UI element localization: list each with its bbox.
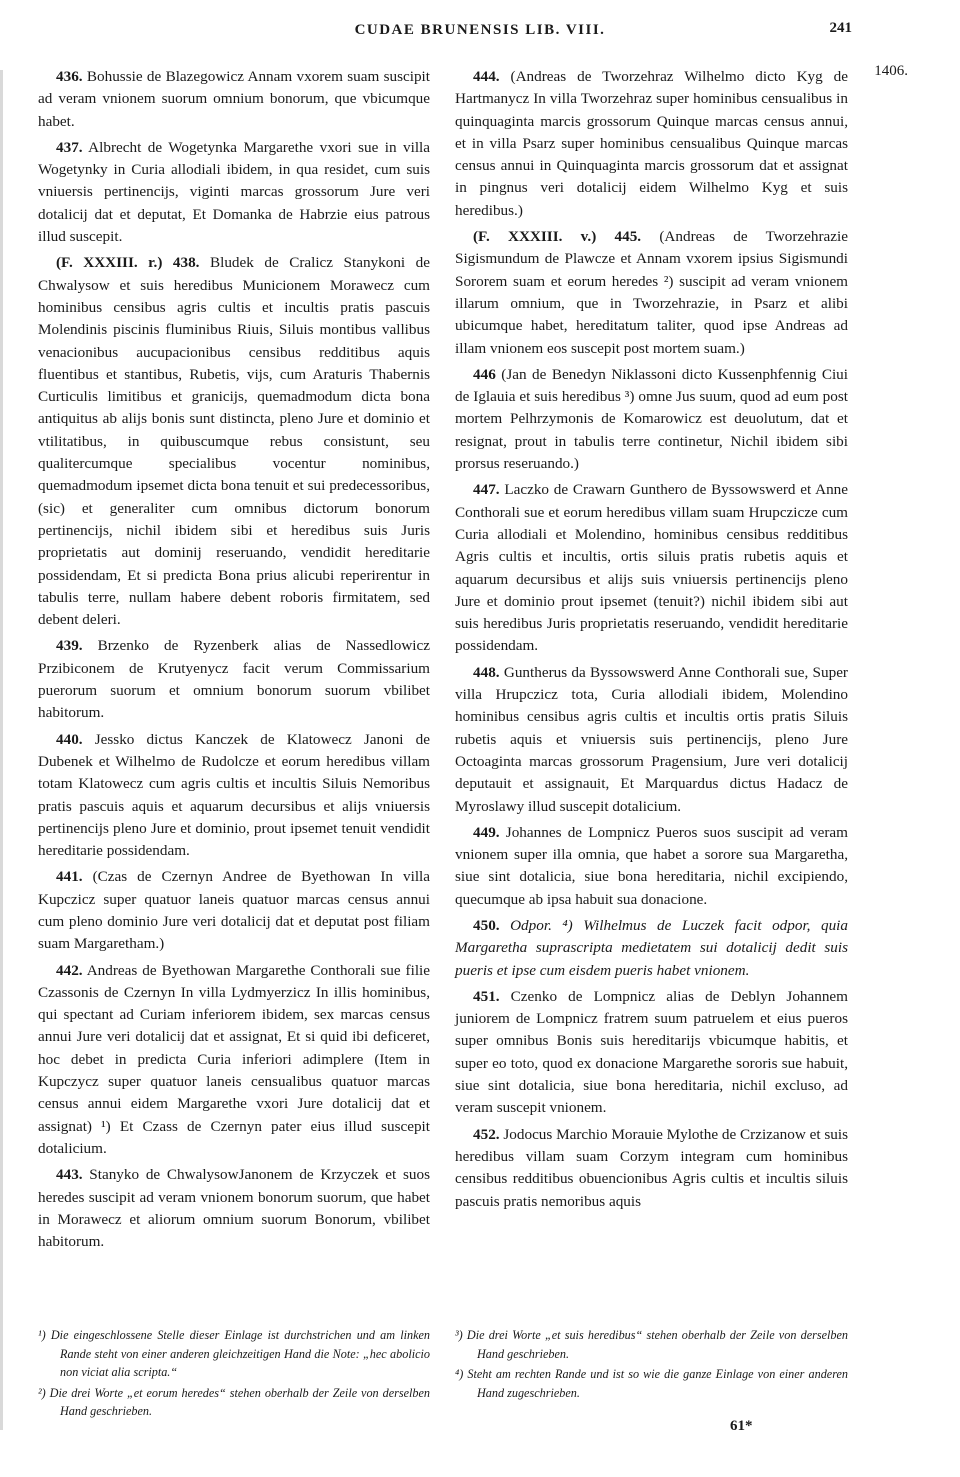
entry-number: 451. (473, 987, 500, 1005)
entry-paragraph (455, 1124, 848, 1213)
signature-mark: 61* (730, 1418, 753, 1434)
footnote: ⁴) Steht am rechten Rande und ist so wie die ganze Einlage von einer anderen Hand zugeschrieben. (455, 1367, 848, 1400)
entry-text: Guntherus da Byssowswerd Anne Conthorali sue, Super villa Hrupczicz tota, Curia allodiali ibidem, Molendino hominibus censibus agris cultis et incultis ortis pratis Siluis rubetis aquis et vniuersis suis pertinencijs, pleno Jure Octoaginta marcas grossorum Pragensium, Jure veri dotalicij deputauit et assignauit, Et Marquardus dictus Hadacz de Myroslawy illud suscepit dotalicium. (455, 663, 848, 815)
entry-number: 437. (56, 138, 83, 156)
entry-number: 450. (473, 916, 500, 934)
entry-paragraph (38, 960, 430, 1161)
entry-number: 436. (56, 68, 83, 85)
margin-year: 1406. (874, 63, 908, 79)
entry-text: (Czas de Czernyn Andree de Byethowan In villa Kupczicz super quatuor laneis quatuor marcas census annui cum pleno dominio Jure veri dotalicij dat et deputat post filiam suam Margaretham.) (38, 868, 430, 953)
entry-paragraph (38, 1164, 430, 1253)
entry-text: (Andreas de Tworzehraz Wilhelmo dicto Kyg de Hartmanycz In villa Tworzehraz super hominibus censualibus in quinquaginta marcis grossorum Quinque marcas census annui, et in villa Psarz super hominibus censualibus Quinque marcas census annui in Quinquaginta marcis grossorum dat et assignat in pingnus veri dotalicij eidem Wilhelmo Kyg et suis heredibus.) (455, 68, 848, 219)
entry-number: 448. (473, 663, 500, 681)
entry-paragraph (455, 479, 848, 657)
entry-paragraph (38, 866, 430, 955)
entry-paragraph (455, 986, 848, 1120)
entry-number: 447. (473, 481, 500, 499)
left-column (38, 66, 430, 1257)
entry-number: 442. (56, 961, 83, 979)
entry-text: Brzenko de Ryzenberk alias de Nassedlowicz Przibiconem de Krutyenycz facit verum Commissarium puerorum suorum et omnium bonorum suorum vbilibet habitorum. (38, 637, 430, 722)
entry-text: Laczko de Crawarn Gunthero de Byssowswerd et Anne Conthorali sue et eorum heredibus villam suam Hrupczicze cum Curia allodiali et Molendino, hominibus censibus redditibus Agris cultis et incultis, ortis siluis pratis rubetis aquis et aquarum decursibus et alijs suis vniuersis pertinencijs pleno Jure et dominio prout ipsemet (tenuit?) nichil ibidem sibi aut suis heredibus Juris proprietatis reseruando, vendidit hereditarie possidendam. (455, 481, 848, 655)
entry-text: Jodocus Marchio Morauie Mylothe de Crzizanow et suis heredibus villam suam Corzym integram cum hominibus censibus redditibus obuencionibus Agris cultis et incultis siluis pascuis pratis nemoribus aquis (455, 1125, 848, 1210)
entry-number: 446 (473, 365, 496, 383)
entry-text: Andreas de Byethowan Margarethe Conthorali sue filie Czassonis de Czernyn In villa Lydmyerzicz In illis hominibus, qui spectant ad Curiam inferiorem ibidem, sex marcas census annui Jure veri dotalicij dat et assignat, Et si quid ibi deficeret, hoc debet in predicta Curia inferiori adimplere (Item in Kupczycz super quatuor laneis censualibus quatuor marcas census annui eidem Margarethe vxori Jure dotalicij dat et assignat) ¹) Et Czass de Czernyn pater eius illud suscepit dotalicium. (38, 961, 430, 1157)
right-column (455, 66, 848, 1217)
scan-edge (0, 70, 3, 1430)
page-number: 241 (829, 20, 852, 36)
footnote: ³) Die drei Worte „et suis heredibus“ stehen oberhalb der Zeile von derselben Hand geschrieben. (455, 1328, 848, 1361)
entry-number: 441. (56, 868, 83, 886)
running-title: CUDAE BRUNENSIS LIB. VIII. (354, 22, 606, 38)
page-header (0, 20, 960, 50)
entry-text: Bohussie de Blazegowicz Annam vxorem suam suscipit ad veram vnionem suorum omnium bonorum, que vbicumque habet. (38, 68, 430, 130)
entry-paragraph (455, 364, 848, 475)
entry-text: Stanyko de ChwalysowJanonem de Krzyczek et suos heredes suscipit ad veram vnionem bonorum suorum, que habet in Morawecz et aliorum omnium suorum Bonorum, vbilibet habitorum. (38, 1166, 430, 1251)
entry-text: Jessko dictus Kanczek de Klatowecz Janoni de Dubenek et Wilhelmo de Rudolcze et eorum heredibus villam totam Klatowecz cum agris cultis et incultis Siluis Nemoribus pratis pascuis aquis et aquarum decursibus et alijs vniuersis pertinencijs pleno Jure et dominio, prout ipsemet tenuit vendidit hereditarie possidendam. (38, 730, 430, 860)
entry-number: 439. (56, 637, 83, 655)
footnote: ¹) Die eingeschlossene Stelle dieser Einlage ist durchstrichen und am linken Rande steht von einer anderen gleichzeitigen Hand die Note: „hec abolicio non viciat alia scripta.“ (38, 1328, 430, 1379)
entry-number: 443. (56, 1166, 83, 1184)
entry-paragraph (455, 662, 848, 818)
entry-italic-text: Odpor. ⁴) Wilhelmus de Luczek facit odpor, quia Margaretha suprascripta medietatem sui dotalicij dedit suis pueris et ipse cum eisdem pueris habet vnionem. (455, 916, 848, 979)
entry-paragraph (38, 137, 430, 248)
entry-text: (Andreas de Tworzehrazie Sigismundum de Plawcze et Annam vxorem ipsius Sigismundi Sororem suam et eorum heredes ²) suscipit ad veram vnionem illarum omnium, que in Tworzehrazie, in Psarz et alibi ubicumque habet, hereditatum taliter, quod ipse Andreas ad illam vnionem eos suscepit post mortem suam.) (455, 228, 848, 357)
entry-paragraph (455, 66, 848, 222)
entry-text: (Jan de Benedyn Niklassoni dicto Kussenphfennig Ciui de Iglauia et suis heredibus ³) omne Jus suum, quod ad eum post mortem Pelhrzymonis de Komarowicz est deuolutum, dat et resignat, prout in tabulis terre continetur, Nichil ibidem sibi prorsus reseruando.) (455, 365, 848, 473)
entry-paragraph (38, 729, 430, 863)
footnotes-right (455, 1326, 848, 1404)
entry-paragraph (38, 66, 430, 133)
footnotes-left (38, 1326, 430, 1423)
entry-paragraph (455, 822, 848, 911)
entry-paragraph (455, 915, 848, 982)
entry-number: 440. (56, 730, 83, 748)
entry-number: (F. XXXIII. r.) 438. (56, 254, 200, 272)
entry-text: Bludek de Cralicz Stanykoni de Chwalysow et suis heredibus Municionem Morawecz cum hominibus censibus agris cultis et incultis pratis pascuis Molendinis piscinis fluminibus Riuis, Siluis montibus vallibus venacionibus aucupacionibus censibus redditibus aquis fluentibus et stantibus, Rubetis, vijs, cum Araturis Thabernis Curticulis limitibus et granicijs, quemadmodum dicta bona antiquitus ab alijs bonis sunt distincta, pleno Jure et dominio et vtilitatibus, in quibuscumque rebus consistunt, seu qualitercumque specialibus vocentur nominibus, quemadmodum ipsemet dicta bona tenuit et sui predecessoribus, (sic) et generaliter cum omnibus dictorum bonorum pertinencijs, nichil ibidem sibi et heredibus suis Juris proprietatis aut dominij reseruando, vendidit hereditarie possidendam, Et si predicta Bona prius alicubi reperirentur in tabulis terre, nullam habere debent roboris firmitatem, sed debent deleri. (38, 254, 430, 629)
entry-text: Albrecht de Wogetynka Margarethe vxori sue in villa Wogetynky in Curia allodiali ibidem, in qua residet, cum suis vniuersis pertinencijs, viginti marcas grossorum Jure veri dotalicij dat et deputat, Et Domanka de Habrzie eius patrous illud suscepit. (38, 138, 430, 246)
entry-text: Johannes de Lompnicz Pueros suos suscipit ad veram vnionem super illa omnia, que habet a sorore sua Margaretha, siue sint dotalicia, siue bona hereditaria, nichil excipiendo, quecumque ab ipsa habuit sua donacione. (455, 823, 848, 908)
entry-paragraph (455, 226, 848, 360)
footnote: ²) Die drei Worte „et eorum heredes“ stehen oberhalb der Zeile von derselben Hand geschrieben. (38, 1385, 430, 1418)
entry-paragraph (38, 635, 430, 724)
entry-number: (F. XXXIII. v.) 445. (473, 228, 642, 246)
entry-paragraph (38, 252, 430, 631)
entry-text: Czenko de Lompnicz alias de Deblyn Johannem juniorem de Lompnicz fratrem suum patruelem et eius pueros super omnibus Bonis suis hereditarijs vbicumque habitis, et super eo toto, quod ex donacione Margarethe sororis sue habuit, siue sint dotalicia, siue bona hereditaria, nichil excluso, ad veram suscepit vnionem. (455, 987, 848, 1117)
entry-number: 449. (473, 823, 500, 841)
entry-number: 444. (473, 68, 500, 85)
entry-number: 452. (473, 1125, 500, 1143)
